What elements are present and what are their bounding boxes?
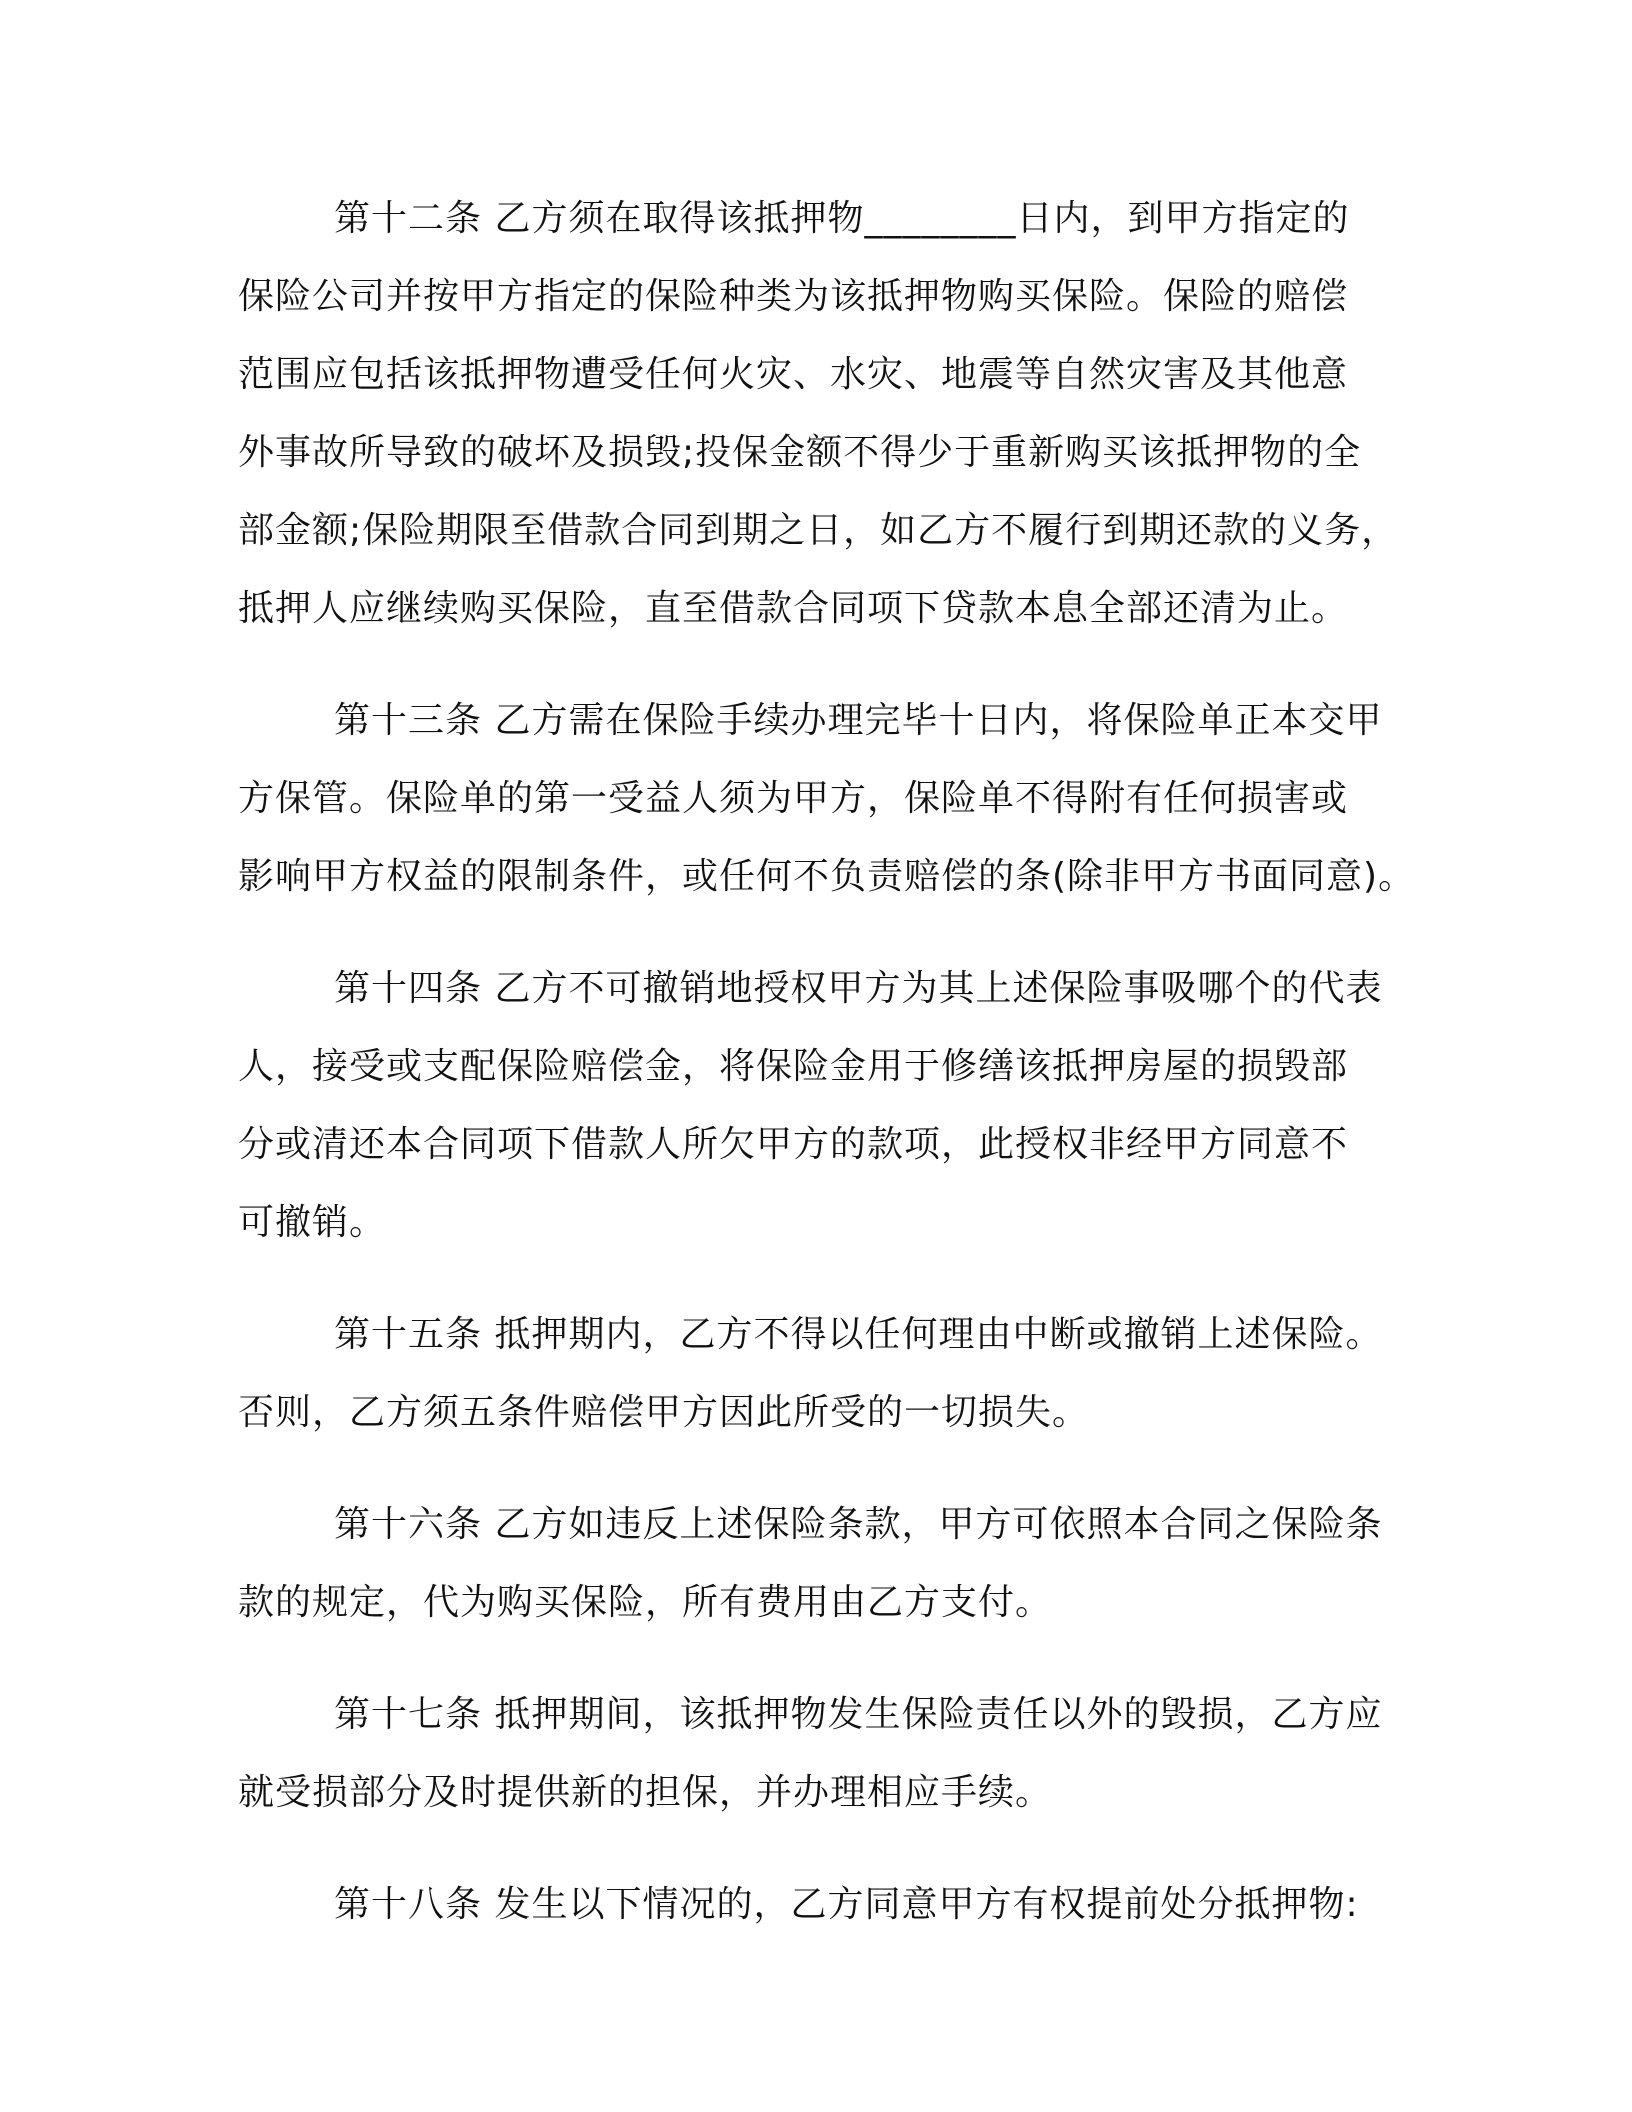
paragraph-line: 第十二条 乙方须在取得该抵押物________日内，到甲方指定的 — [334, 198, 1350, 239]
article-16 — [238, 1486, 1398, 1642]
paragraph-line: 人，接受或支配保险赔偿金，将保险金用于修缮该抵押房屋的损毁部 — [238, 1046, 1349, 1087]
paragraph-line: 就受损部分及时提供新的担保，并办理相应手续。 — [238, 1772, 1053, 1813]
paragraph-line: 分或清还本合同项下借款人所欠甲方的款项，此授权非经甲方同意不 — [238, 1124, 1349, 1165]
paragraph-line: 可撤销。 — [238, 1202, 387, 1243]
paragraph-line: 外事故所导致的破坏及损毁;投保金额不得少于重新购买该抵押物的全 — [238, 432, 1362, 473]
article-12 — [238, 180, 1398, 648]
paragraph-line: 否则，乙方须五条件赔偿甲方因此所受的一切损失。 — [238, 1392, 1090, 1433]
paragraph-line: 抵押人应继续购买保险，直至借款合同项下贷款本息全部还清为止。 — [238, 588, 1349, 629]
document-body — [238, 180, 1416, 1978]
paragraph-line: 第十三条 乙方需在保险手续办理完毕十日内，将保险单正本交甲 — [334, 700, 1383, 741]
paragraph-line: 方保管。保险单的第一受益人须为甲方，保险单不得附有任何损害或 — [238, 778, 1349, 819]
article-15 — [238, 1296, 1398, 1452]
article-13 — [238, 682, 1416, 916]
article-18 — [238, 1866, 1398, 1944]
paragraph-line: 第十四条 乙方不可撤销地授权甲方为其上述保险事吸哪个的代表 — [334, 968, 1383, 1009]
paragraph-line: 第十五条 抵押期内，乙方不得以任何理由中断或撤销上述保险。 — [334, 1314, 1383, 1355]
paragraph-line: 范围应包括该抵押物遭受任何火灾、水灾、地震等自然灾害及其他意 — [238, 354, 1349, 395]
paragraph-line: 部金额;保险期限至借款合同到期之日，如乙方不履行到期还款的义务， — [238, 510, 1399, 551]
article-17 — [238, 1676, 1398, 1832]
paragraph-line: 影响甲方权益的限制条件，或任何不负责赔偿的条(除非甲方书面同意)。 — [238, 856, 1416, 897]
paragraph-line: 第十六条 乙方如违反上述保险条款，甲方可依照本合同之保险条 — [334, 1504, 1383, 1545]
paragraph-line: 保险公司并按甲方指定的保险种类为该抵押物购买保险。保险的赔偿 — [238, 276, 1349, 317]
article-14 — [238, 950, 1398, 1262]
paragraph-line: 款的规定，代为购买保险，所有费用由乙方支付。 — [238, 1582, 1053, 1623]
paragraph-line: 第十八条 发生以下情况的，乙方同意甲方有权提前处分抵押物: — [334, 1884, 1359, 1925]
paragraph-line: 第十七条 抵押期间，该抵押物发生保险责任以外的毁损，乙方应 — [334, 1694, 1383, 1735]
